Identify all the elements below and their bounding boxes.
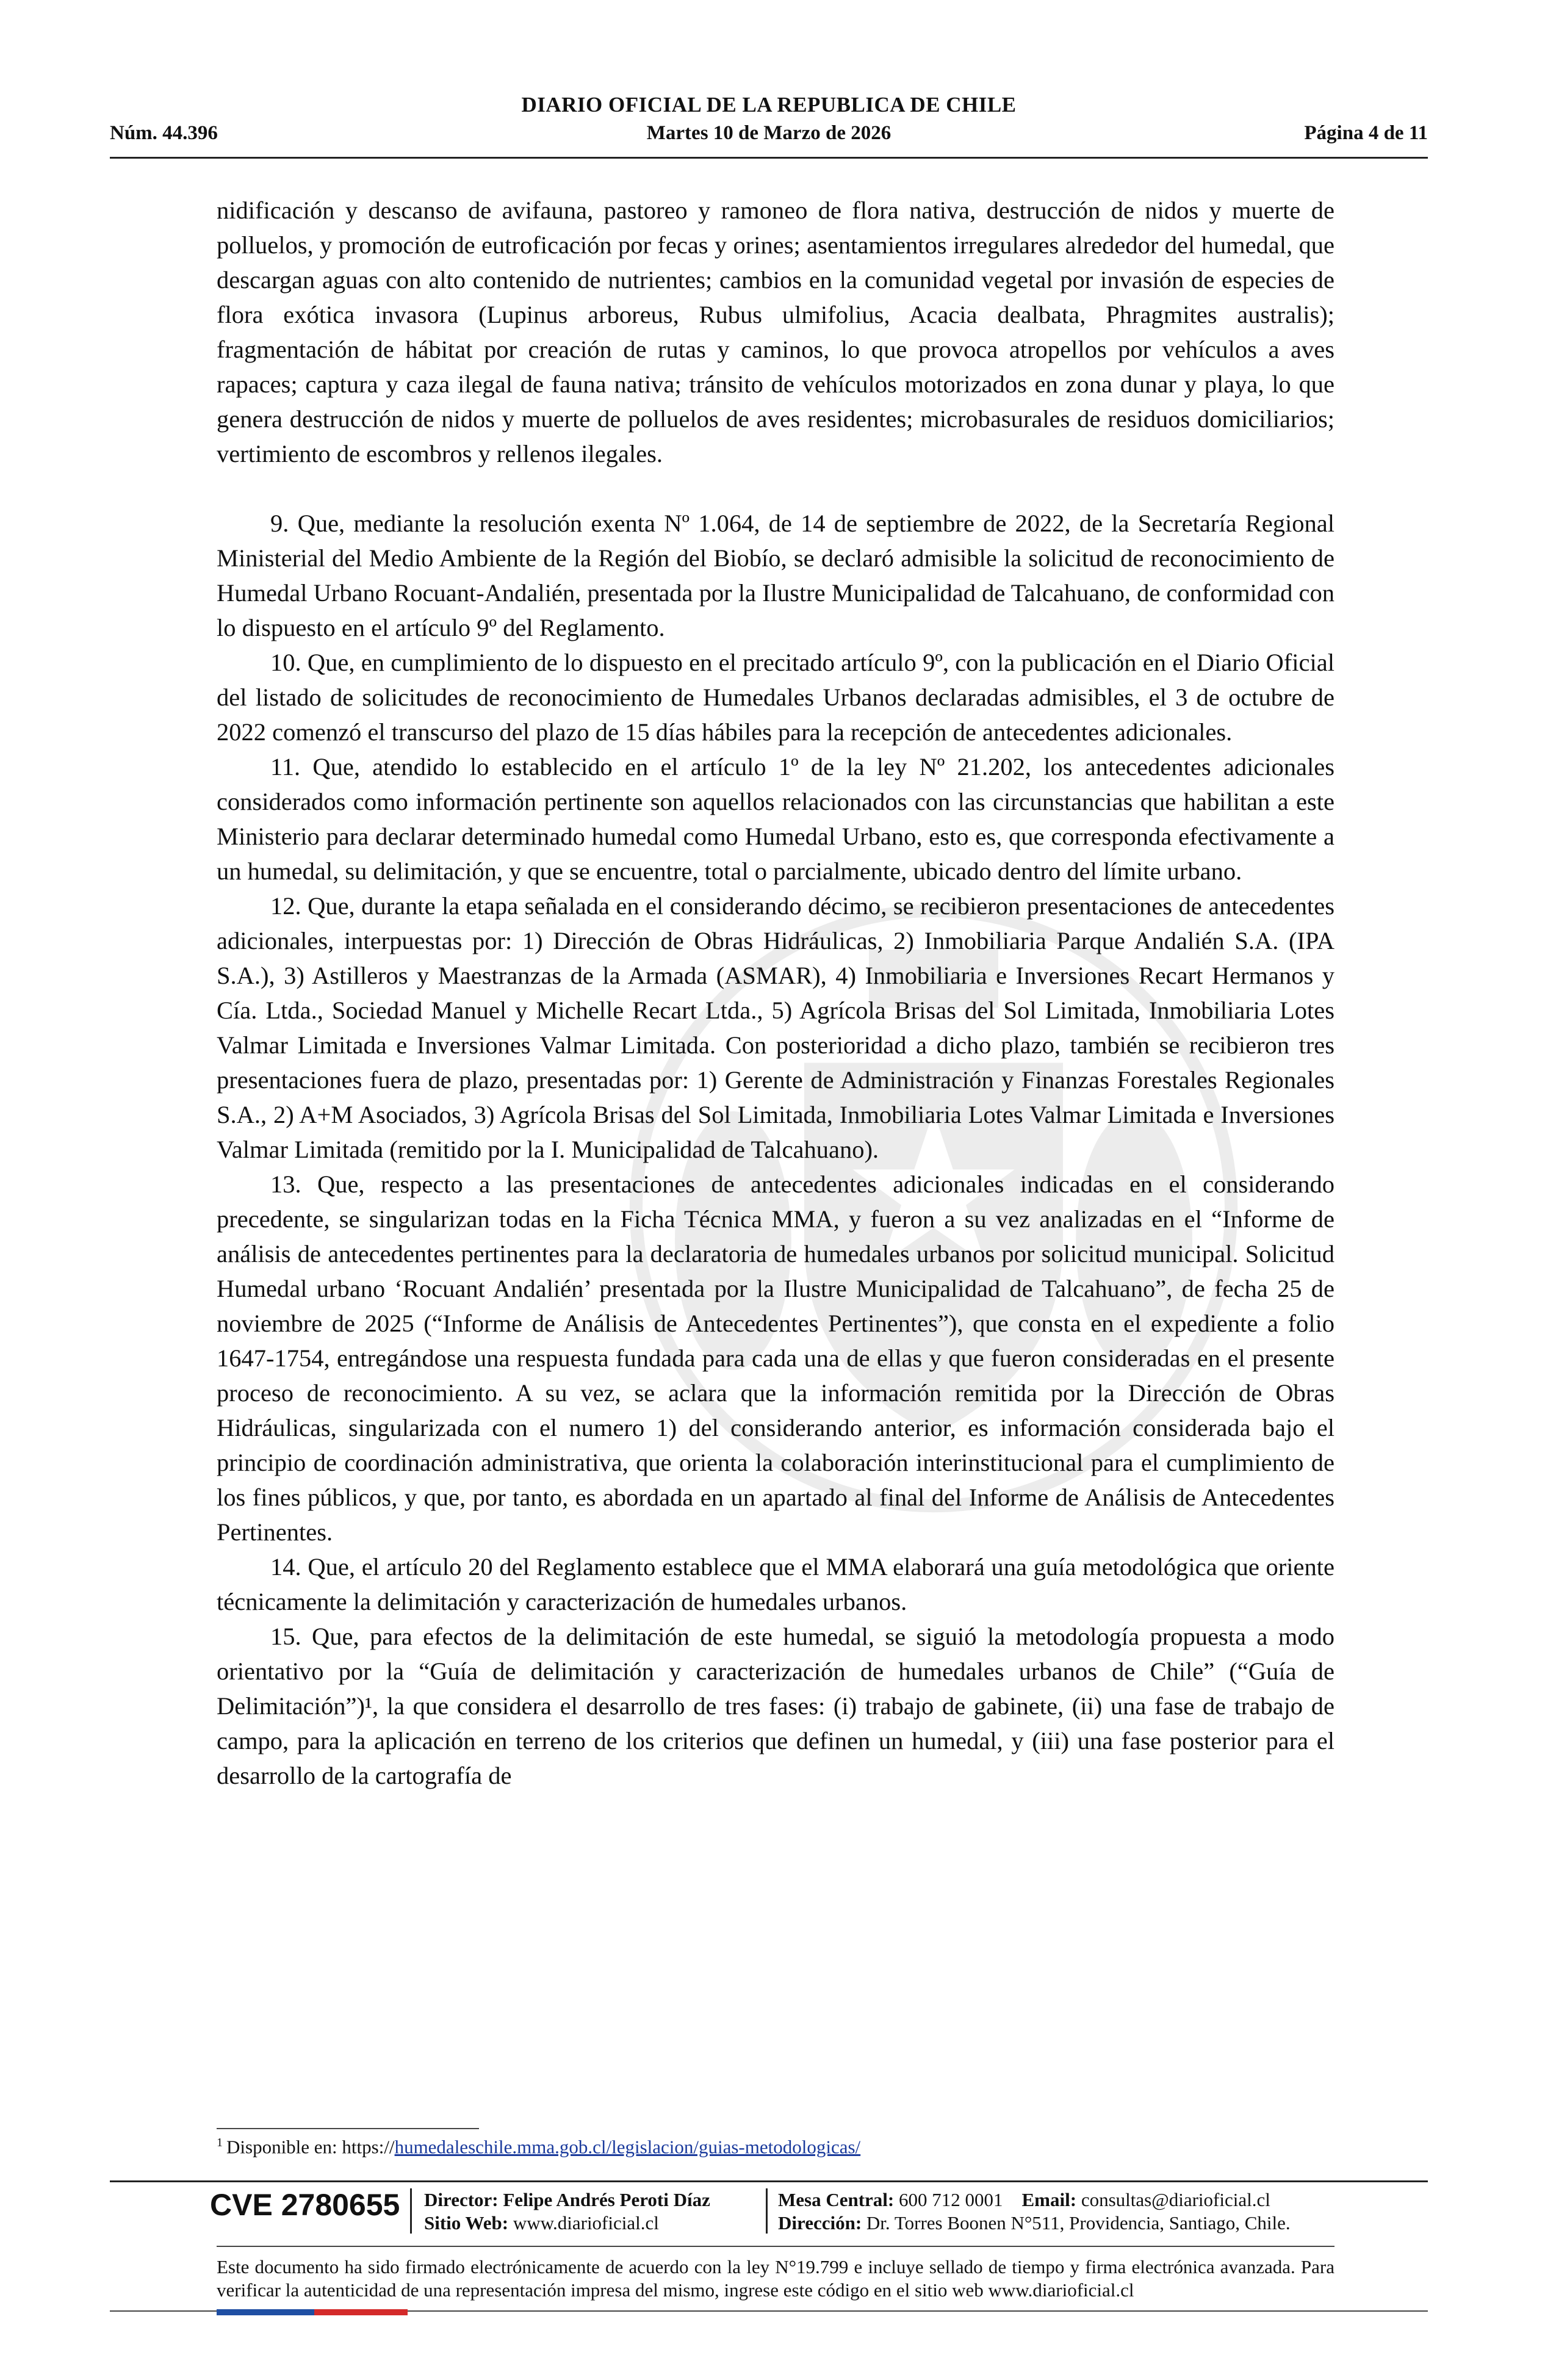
site-label: Sitio Web: bbox=[424, 2212, 509, 2234]
flag-stripe-red bbox=[314, 2309, 408, 2315]
email-address[interactable]: consultas@diarioficial.cl bbox=[1081, 2189, 1270, 2210]
director-name: Felipe Andrés Peroti Díaz bbox=[503, 2189, 710, 2210]
mesa-label: Mesa Central: bbox=[778, 2189, 895, 2210]
paragraph-10: 10. Que, en cumplimiento de lo dispuesto en el precitado artículo 9º, con la publicación en el Diario Oficial del listado de solicitudes de reconocimiento de Humedales Urbanos declaradas admisibles, el 3 de octubre de 2022 comenzó el transcurso del plazo de 15 días hábiles para la recepción de antecedentes adicionales. bbox=[217, 649, 1334, 746]
issue-date: Martes 10 de Marzo de 2026 bbox=[646, 122, 891, 144]
footer-separator bbox=[766, 2188, 768, 2234]
flag-stripe-blue bbox=[217, 2309, 314, 2315]
paragraph-12: 12. Que, durante la etapa señalada en el considerando décimo, se recibieron presentaciones de antecedentes adicionales, interpuestas por: 1) Dirección de Obras Hidráulicas, 2) Inmobiliaria Parque Andalién S.A. (IPA S.A.), 3) Astilleros y Maestranzas de la Armada (ASMAR), 4) Inmobiliaria e Inversiones Recart Hermanos y Cía. Ltda., Sociedad Manuel y Michelle Recart Ltda., 5) Agrícola Brisas del Sol Limitada, Inmobiliaria Lotes Valmar Limitada e Inversiones Valmar Limitada. Con posterioridad a dicho plazo, también se recibieron tres presentaciones fuera de plazo, presentadas por: 1) Gerente de Administración y Finanzas Forestales Regionales S.A., 2) A+M Asociados, 3) Agrícola Brisas del Sol Limitada, Inmobiliaria Lotes Valmar Limitada e Inversiones Valmar Limitada (remitido por la I. Municipalidad de Talcahuano). bbox=[217, 892, 1334, 1163]
footer-director-block bbox=[424, 2188, 710, 2235]
page-header bbox=[110, 93, 1428, 160]
paragraph-continuation: nidificación y descanso de avifauna, pastoreo y ramoneo de flora nativa, destrucción de nidos y muerte de polluelos, y promoción de eutroficación por fecas y orines; asentamientos irregulares alrededor del humedal, que descargan aguas con alto contenido de nutrientes; cambios en la comunidad vegetal por invasión de especies de flora exótica invasora (Lupinus arboreus, Rubus ulmifolius, Acacia dealbata, Phragmites australis); fragmentación de hábitat por creación de rutas y caminos, lo que provoca atropellos por vehículos a aves rapaces; captura y caza ilegal de fauna nativa; tránsito de vehículos motorizados en zona dunar y playa, lo que genera destrucción de nidos y muerte de polluelos de aves residentes; microbasurales de residuos domiciliarios; vertimiento de escombros y rellenos ilegales. bbox=[217, 197, 1334, 467]
footnote-marker: 1 bbox=[217, 2136, 223, 2149]
footnote-link[interactable]: humedaleschile.mma.gob.cl/legislacion/guias-metodologicas/ bbox=[394, 2136, 861, 2158]
legal-notice: Este documento ha sido firmado electrónicamente de acuerdo con la ley N°19.799 e incluye sellado de tiempo y firma electrónica avanzada. Para verificar la autenticidad de una representación impresa del mismo, ingrese este código en el sitio web www.diarioficial.cl bbox=[217, 2256, 1334, 2301]
paragraph-14: 14. Que, el artículo 20 del Reglamento establece que el MMA elaborará una guía metodológica que oriente técnicamente la delimitación y caracterización de humedales urbanos. bbox=[217, 1553, 1334, 1615]
footer-divider-top bbox=[110, 2180, 1428, 2182]
director-label: Director: bbox=[424, 2189, 499, 2210]
footer-contact-block bbox=[778, 2188, 1291, 2235]
address-label: Dirección: bbox=[778, 2212, 862, 2234]
page-indicator: Página 4 de 11 bbox=[1304, 122, 1428, 144]
document-body bbox=[217, 193, 1334, 1793]
header-divider bbox=[110, 157, 1428, 159]
mesa-phone: 600 712 0001 bbox=[899, 2189, 1003, 2210]
address-value: Dr. Torres Boonen N°511, Providencia, Santiago, Chile. bbox=[866, 2212, 1291, 2234]
site-url[interactable]: www.diarioficial.cl bbox=[513, 2212, 659, 2234]
cve-code: CVE 2780655 bbox=[210, 2188, 400, 2222]
paragraph-15: 15. Que, para efectos de la delimitación de este humedal, se siguió la metodología propuesta a modo orientativo por la “Guía de delimitación y caracterización de humedales urbanos de Chile” (“Guía de Delimitación”)¹, la que considera el desarrollo de tres fases: (i) trabajo de gabinete, (ii) una fase de trabajo de campo, para la aplicación en terreno de los criterios que definen un humedal, y (iii) una fase posterior para el desarrollo de la cartografía de bbox=[217, 1623, 1334, 1789]
footnote-divider bbox=[217, 2128, 479, 2129]
footnote bbox=[217, 2136, 860, 2158]
paragraph-11: 11. Que, atendido lo establecido en el artículo 1º de la ley Nº 21.202, los antecedentes adicionales considerados como información pertinente son aquellos relacionados con las circunstancias que habilitan a este Ministerio para declarar determinado humedal como Humedal Urbano, esto es, que corresponda efectivamente a un humedal, su delimitación, y que se encuentre, total o parcialmente, ubicado dentro del límite urbano. bbox=[217, 753, 1334, 885]
issue-number: Núm. 44.396 bbox=[110, 122, 218, 144]
paragraph-13: 13. Que, respecto a las presentaciones de antecedentes adicionales indicadas en el considerando precedente, se singularizan todas en la Ficha Técnica MMA, y fueron a su vez analizadas en el “Informe de análisis de antecedentes pertinentes para la declaratoria de humedales urbanos por solicitud municipal. Solicitud Humedal urbano ‘Rocuant Andalién’ presentada por la Ilustre Municipalidad de Talcahuano”, de fecha 25 de noviembre de 2025 (“Informe de Análisis de Antecedentes Pertinentes”), que consta en el expediente a folio 1647-1754, entregándose una respuesta fundada para cada una de ellas y que fueron consideradas en el presente proceso de reconocimiento. A su vez, se aclara que la información remitida por la Dirección de Obras Hidráulicas, singularizada con el numero 1) del considerando anterior, es información considerada bajo el principio de coordinación administrativa, que orienta la colaboración interinstitucional para el cumplimiento de los fines públicos, y que, por tanto, es abordada en un apartado al final del Informe de Análisis de Antecedentes Pertinentes. bbox=[217, 1170, 1334, 1546]
paragraph-9: 9. Que, mediante la resolución exenta Nº 1.064, de 14 de septiembre de 2022, de la Secretaría Regional Ministerial del Medio Ambiente de la Región del Biobío, se declaró admisible la solicitud de reconocimiento de Humedal Urbano Rocuant-Andalién, presentada por la Ilustre Municipalidad de Talcahuano, de conformidad con lo dispuesto en el artículo 9º del Reglamento. bbox=[217, 510, 1334, 641]
email-label: Email: bbox=[1021, 2189, 1077, 2210]
footer-divider-mid bbox=[217, 2246, 1334, 2247]
publication-title: DIARIO OFICIAL DE LA REPUBLICA DE CHILE bbox=[521, 93, 1017, 117]
footer-separator bbox=[410, 2188, 412, 2234]
footnote-label: Disponible en: https:// bbox=[226, 2136, 395, 2158]
